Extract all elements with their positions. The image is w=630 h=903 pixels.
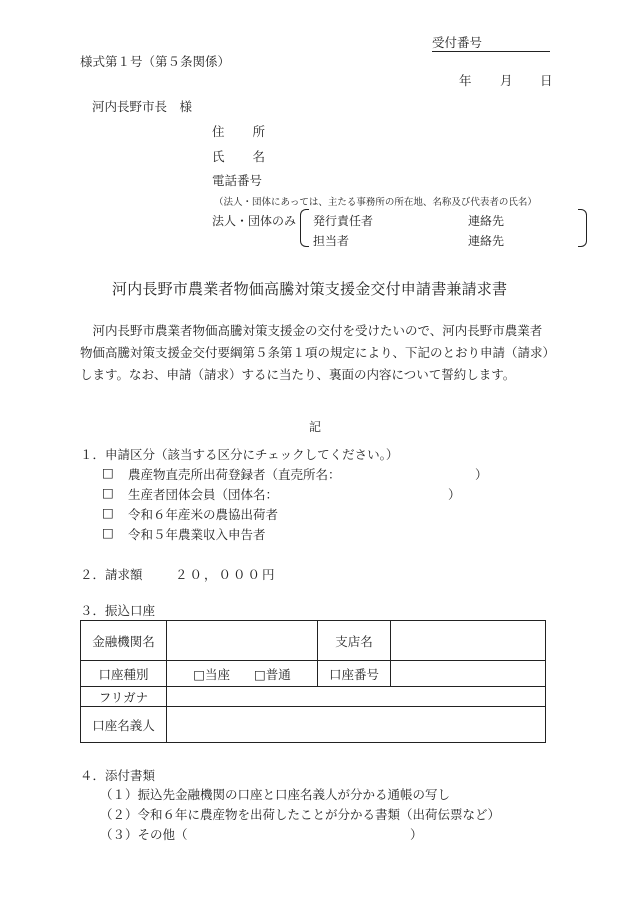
- account-number-field[interactable]: [391, 661, 546, 687]
- attachment-item-2: （２）令和６年に農産物を出荷したことが分かる書類（出荷伝票など）: [100, 807, 501, 822]
- form-number: 様式第１号（第５条関係）: [80, 54, 231, 69]
- section3-heading: ３．振込口座: [80, 603, 156, 618]
- address-label: 住 所: [212, 124, 265, 139]
- date-year-label: 年: [459, 73, 472, 88]
- section1-heading: １．申請区分（該当する区分にチェックしてください。）: [80, 447, 399, 462]
- phone-label: 電話番号: [212, 173, 263, 188]
- option-close-1: ）: [475, 467, 488, 482]
- table-row: [81, 661, 546, 687]
- date-day-label: 日: [540, 73, 553, 88]
- bank-name-label: 金融機関名: [81, 621, 167, 661]
- bracket-right: [578, 209, 587, 247]
- option-label-3: 令和６年産米の農協出荷者: [128, 507, 279, 522]
- ki-marker: 記: [309, 420, 322, 434]
- option-checkbox-4[interactable]: □: [102, 525, 114, 540]
- current-checkbox[interactable]: □当座: [193, 666, 231, 682]
- holder-label: 口座名義人: [81, 707, 167, 743]
- option-checkbox-2[interactable]: □: [102, 485, 114, 500]
- contact-label-1: 連絡先: [468, 214, 505, 228]
- attachment-other-label: （３）その他（: [100, 827, 188, 842]
- account-type-field: [167, 661, 318, 687]
- section4-heading: ４．添付書類: [80, 768, 156, 783]
- table-row: [81, 687, 546, 707]
- option-label-4: 令和５年農業収入申告者: [128, 527, 266, 542]
- holder-field[interactable]: [167, 707, 546, 743]
- request-amount: ２０，０００円: [175, 567, 277, 582]
- receipt-number-label: 受付番号: [432, 35, 483, 50]
- table-row: [81, 621, 546, 661]
- furigana-label: フリガナ: [81, 687, 167, 707]
- bracket-left: [300, 209, 309, 247]
- option-close-2: ）: [448, 487, 461, 502]
- bank-name-field[interactable]: [167, 621, 318, 661]
- contact-label-2: 連絡先: [468, 234, 505, 248]
- name-label: 氏 名: [212, 149, 265, 164]
- corp-only-label: 法人・団体のみ: [212, 214, 297, 228]
- branch-label: 支店名: [318, 621, 391, 661]
- person-label: 担当者: [313, 234, 350, 248]
- account-type-label: 口座種別: [81, 661, 167, 687]
- intro-paragraph: 河内長野市農業者物価高騰対策支援金の交付を受けたいので、河内長野市農業者物価高騰対策支援金交付要綱第５条第１項の規定により、下記のとおり申請（請求）します。なお、申請（請求）するに当たり、裏面の内容について誓約します。: [80, 323, 549, 382]
- furigana-field[interactable]: [167, 687, 546, 707]
- document-title: 河内長野市農業者物価高騰対策支援金交付申請書兼請求書: [112, 280, 508, 298]
- attachment-item-1: （１）振込先金融機関の口座と口座名義人が分かる通帳の写し: [100, 787, 451, 802]
- section2-label: ２．請求額: [80, 567, 143, 582]
- ordinary-checkbox[interactable]: □普通: [253, 666, 291, 682]
- responsible-label: 発行責任者: [313, 214, 374, 228]
- receipt-number-field[interactable]: [432, 33, 550, 52]
- option-label-1: 農産物直売所出荷登録者（直売所名：: [128, 467, 341, 482]
- table-row: [81, 707, 546, 743]
- attachment-other-close: ）: [410, 827, 423, 842]
- option-checkbox-3[interactable]: □: [102, 505, 114, 520]
- option-label-2: 生産者団体会員（団体名：: [128, 487, 279, 502]
- branch-field[interactable]: [391, 621, 546, 661]
- corp-note: （法人・団体にあっては、主たる事務所の所在地、名称及び代表者の氏名）: [214, 197, 537, 208]
- account-number-label: 口座番号: [318, 661, 391, 687]
- option-checkbox-1[interactable]: □: [102, 465, 114, 480]
- addressee: 河内長野市長 様: [92, 99, 193, 114]
- date-month-label: 月: [500, 73, 513, 88]
- bank-account-table: [80, 620, 546, 743]
